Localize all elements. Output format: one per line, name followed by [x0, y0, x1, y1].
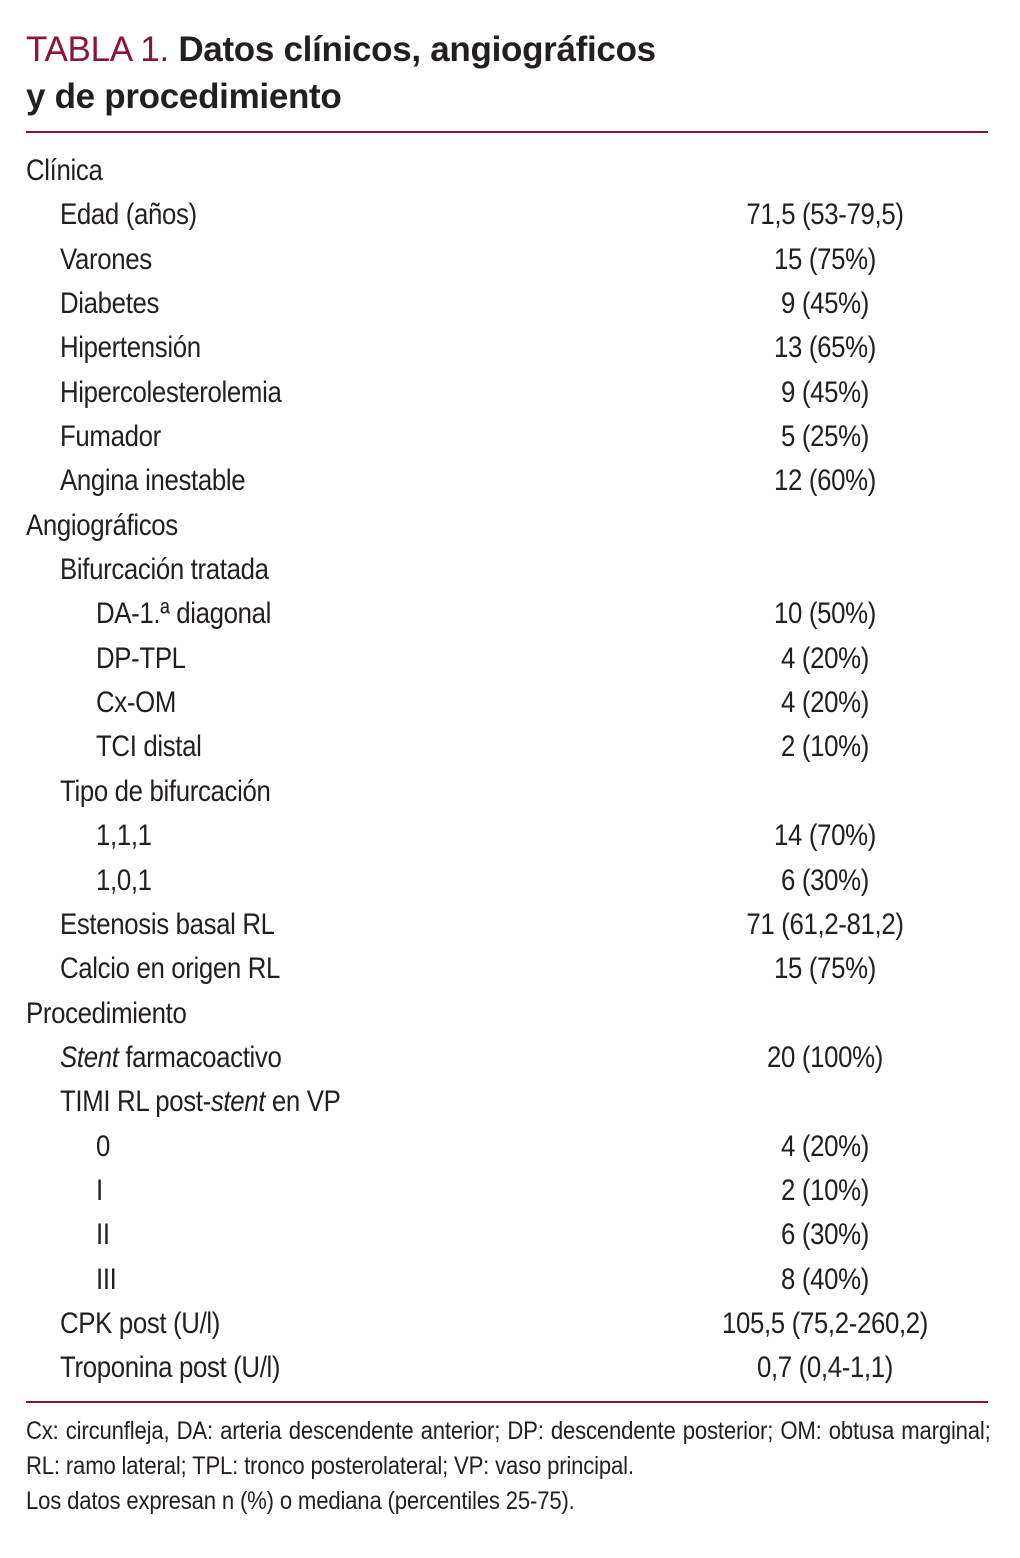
table-row — [0, 459, 1020, 503]
section-label: Procedimiento — [26, 996, 187, 1030]
table-row — [0, 1346, 1020, 1390]
table-title — [26, 26, 986, 120]
row-value: 0,7 (0,4-1,1) — [756, 1351, 894, 1385]
section-header-angiograficos — [0, 504, 1020, 548]
table-row — [0, 725, 1020, 769]
table-row — [0, 859, 1020, 903]
row-value: 4 (20%) — [781, 641, 869, 675]
table-row — [0, 637, 1020, 681]
row-label: TCI distal — [96, 730, 202, 764]
row-label: II — [96, 1218, 110, 1252]
row-label: Fumador — [60, 420, 161, 454]
row-value: 71,5 (53-79,5) — [746, 198, 904, 232]
row-value: 10 (50%) — [774, 597, 876, 631]
row-label: 1,1,1 — [96, 819, 152, 853]
row-label: Hipercolesterolemia — [60, 375, 282, 409]
row-label-rest: farmacoactivo — [118, 1040, 282, 1074]
section-label: Angiográficos — [26, 508, 178, 542]
table-row — [0, 326, 1020, 370]
row-value: 8 (40%) — [781, 1262, 869, 1296]
table-row — [0, 1258, 1020, 1302]
footnote-data-note: Los datos expresan n (%) o mediana (percentiles 25-75). — [26, 1487, 575, 1515]
row-value: 2 (10%) — [781, 730, 869, 764]
subsection-header — [0, 548, 1020, 592]
table-row — [0, 947, 1020, 991]
row-value: 9 (45%) — [781, 287, 869, 321]
top-divider — [26, 131, 988, 133]
row-label — [60, 1036, 281, 1080]
row-value: 9 (45%) — [781, 375, 869, 409]
row-value: 13 (65%) — [774, 331, 876, 365]
row-label: Cx-OM — [96, 686, 176, 720]
row-label: Hipertensión — [60, 331, 201, 365]
row-label: CPK post (U/l) — [60, 1306, 221, 1340]
row-label-post: en VP — [265, 1085, 341, 1119]
table-body — [0, 149, 1020, 1391]
table-row — [0, 282, 1020, 326]
row-label: III — [96, 1262, 117, 1296]
row-label: Tipo de bifurcación — [60, 774, 271, 808]
row-value: 15 (75%) — [774, 952, 876, 986]
row-value: 6 (30%) — [781, 1218, 869, 1252]
table-footnote — [26, 1414, 991, 1519]
table-row — [0, 415, 1020, 459]
row-value: 4 (20%) — [781, 686, 869, 720]
table-row — [0, 193, 1020, 237]
row-label: DA-1.ª diagonal — [96, 597, 272, 631]
row-label: 1,0,1 — [96, 863, 152, 897]
table-row — [0, 814, 1020, 858]
row-value: 2 (10%) — [781, 1173, 869, 1207]
row-value: 4 (20%) — [781, 1129, 869, 1163]
row-label: Diabetes — [60, 287, 160, 321]
row-value: 15 (75%) — [774, 242, 876, 276]
table-row — [0, 238, 1020, 282]
row-label — [60, 1080, 340, 1124]
row-value: 105,5 (75,2-260,2) — [721, 1306, 929, 1340]
row-value: 14 (70%) — [774, 819, 876, 853]
row-label: Angina inestable — [60, 464, 246, 498]
table-row — [0, 1036, 1020, 1080]
table-row — [0, 681, 1020, 725]
table-label: TABLA 1. — [26, 30, 169, 69]
table-row — [0, 903, 1020, 947]
row-value: 6 (30%) — [781, 863, 869, 897]
row-label-italic: stent — [210, 1085, 266, 1119]
bottom-divider — [26, 1401, 988, 1403]
row-label: Varones — [60, 242, 152, 276]
row-label: Calcio en origen RL — [60, 952, 281, 986]
section-label: Clínica — [26, 154, 103, 187]
row-value: 20 (100%) — [767, 1040, 883, 1074]
row-label: Bifurcación tratada — [60, 553, 269, 587]
table-row — [0, 371, 1020, 415]
table-row — [0, 1125, 1020, 1169]
table-title-line2: y de procedimiento — [26, 77, 342, 116]
section-header-procedimiento — [0, 992, 1020, 1036]
table-title-line1: Datos clínicos, angiográficos — [178, 30, 656, 69]
row-label: 0 — [96, 1129, 111, 1163]
section-header-clinica — [0, 149, 1020, 193]
row-label-italic: Stent — [60, 1040, 119, 1074]
row-label: I — [96, 1173, 103, 1207]
row-label: Edad (años) — [60, 198, 197, 232]
footnote-abbreviations: Cx: circunfleja, DA: arteria descendente anterior; DP: descendente posterior; OM: obtusa marginal; RL: ramo lateral; TPL: tronco posterolateral; VP: vaso principal. — [26, 1417, 991, 1480]
row-value: 71 (61,2-81,2) — [746, 907, 904, 941]
row-label-pre: TIMI RL post- — [60, 1085, 211, 1119]
table-row — [0, 1213, 1020, 1257]
row-label: Estenosis basal RL — [60, 907, 275, 941]
subsection-header — [0, 770, 1020, 814]
table-row — [0, 1302, 1020, 1346]
row-label: Troponina post (U/l) — [60, 1351, 281, 1385]
row-value: 5 (25%) — [781, 420, 869, 454]
table-row — [0, 1169, 1020, 1213]
table-row — [0, 592, 1020, 636]
row-label: DP-TPL — [96, 641, 186, 675]
subsection-header — [0, 1080, 1020, 1124]
row-value: 12 (60%) — [774, 464, 876, 498]
